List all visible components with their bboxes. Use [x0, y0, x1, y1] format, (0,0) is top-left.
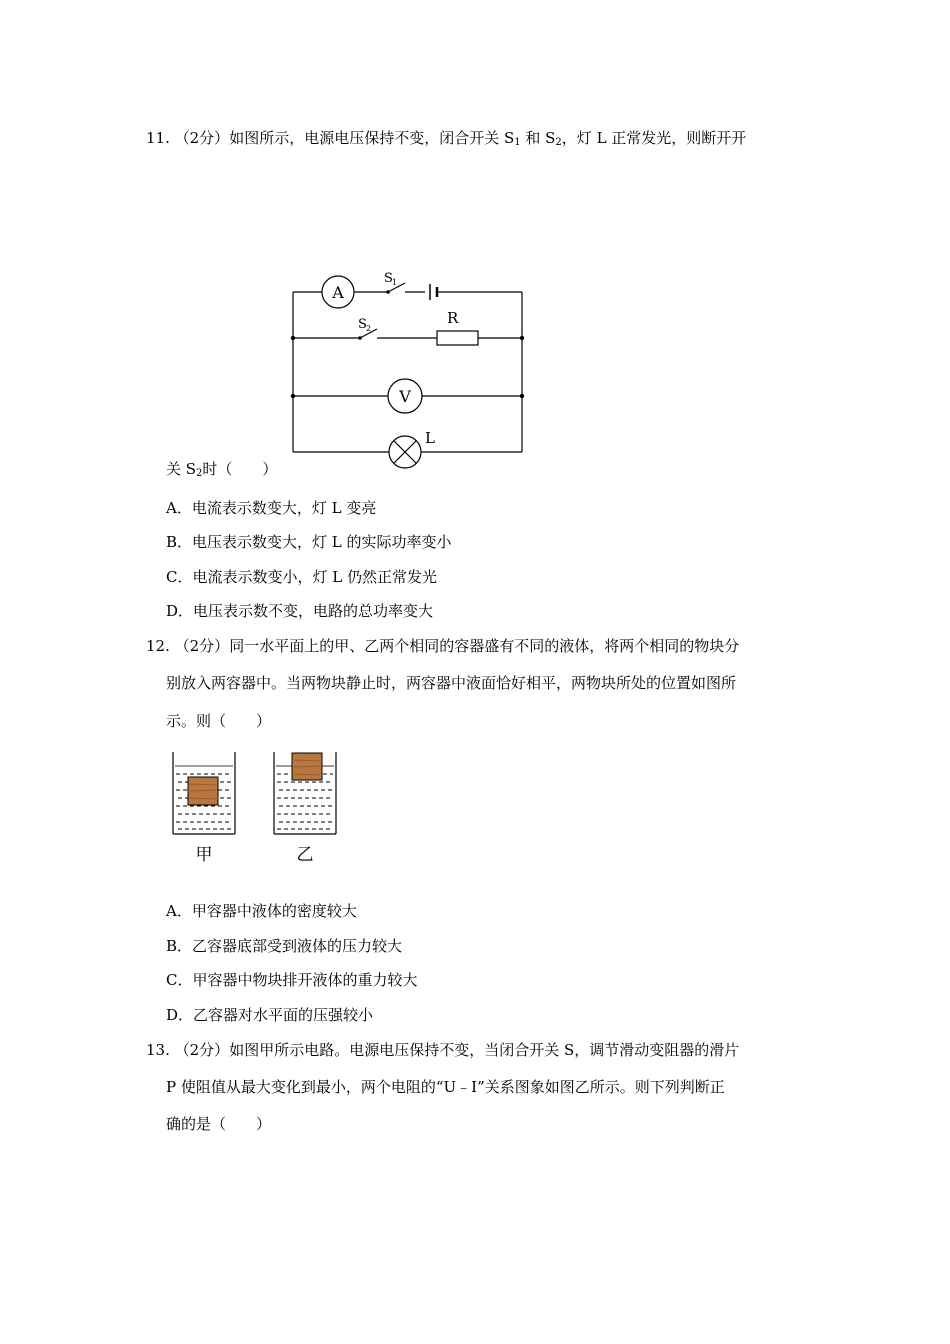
- switch-s2-sub: 2: [366, 324, 372, 333]
- q12-option-b[interactable]: B．乙容器底部受到液体的压力较大: [166, 937, 403, 955]
- q12-option-c[interactable]: C．甲容器中物块排开液体的重力较大: [166, 971, 418, 989]
- question-number: 11.: [146, 129, 170, 147]
- stem-text: 如图所示，电源电压保持不变，闭合开关 S: [229, 129, 515, 147]
- q12-option-d[interactable]: D．乙容器对水平面的压强较小: [166, 1006, 374, 1024]
- question-13-stem-line3: 确的是（ ）: [166, 1115, 272, 1133]
- lamp-label: L: [425, 429, 435, 447]
- q11-option-a[interactable]: A．电流表示数变大，灯 L 变亮: [166, 499, 377, 517]
- ammeter-label: A: [332, 283, 344, 302]
- question-points: （2分）: [174, 637, 230, 655]
- question-12-stem-line3: 示。则（ ）: [166, 712, 272, 730]
- voltmeter-label: V: [399, 387, 411, 406]
- q11-option-b[interactable]: B．电压表示数变大，灯 L 的实际功率变小: [166, 533, 452, 551]
- circuit-diagram: [280, 268, 540, 473]
- q11-option-d[interactable]: D．电压表示数不变，电路的总功率变大: [166, 602, 434, 620]
- question-points: （2分）: [174, 1041, 230, 1059]
- resistor-label: R: [447, 309, 459, 327]
- question-12-stem: 12. （2分）同一水平面上的甲、乙两个相同的容器盛有不同的液体，将两个相同的物块分: [146, 637, 740, 655]
- switch-s1-label: S: [384, 271, 393, 286]
- label-jia: 甲: [195, 845, 213, 865]
- q12-option-a[interactable]: A．甲容器中液体的密度较大: [166, 902, 357, 920]
- q11-option-c[interactable]: C．电流表示数变小，灯 L 仍然正常发光: [166, 568, 437, 586]
- switch-s2-label: S: [358, 317, 367, 332]
- label-yi: 乙: [296, 845, 314, 865]
- question-13-stem-line2: P 使阻值从最大变化到最小，两个电阻的“U﹣I”关系图象如图乙所示。则下列判断正: [166, 1078, 725, 1096]
- question-points: （2分）: [174, 129, 230, 147]
- question-number: 12.: [146, 637, 170, 655]
- question-12-stem-line2: 别放入两容器中。当两物块静止时，两容器中液面恰好相平，两物块所处的位置如图所: [166, 674, 737, 692]
- question-13-stem: 13. （2分）如图甲所示电路。电源电压保持不变，当闭合开关 S，调节滑动变阻器的滑片: [146, 1041, 740, 1059]
- question-11-stem: 11. （2分）如图所示，电源电压保持不变，闭合开关 $S_1$ 和 $S_2$，灯 L 正常发光，则断开开: [146, 129, 747, 148]
- question-11-stem-continued: 关 $S_2$时（ ）: [166, 460, 278, 479]
- question-number: 13.: [146, 1041, 170, 1059]
- switch-s1-sub: 1: [392, 278, 398, 287]
- containers-figure: [168, 748, 348, 868]
